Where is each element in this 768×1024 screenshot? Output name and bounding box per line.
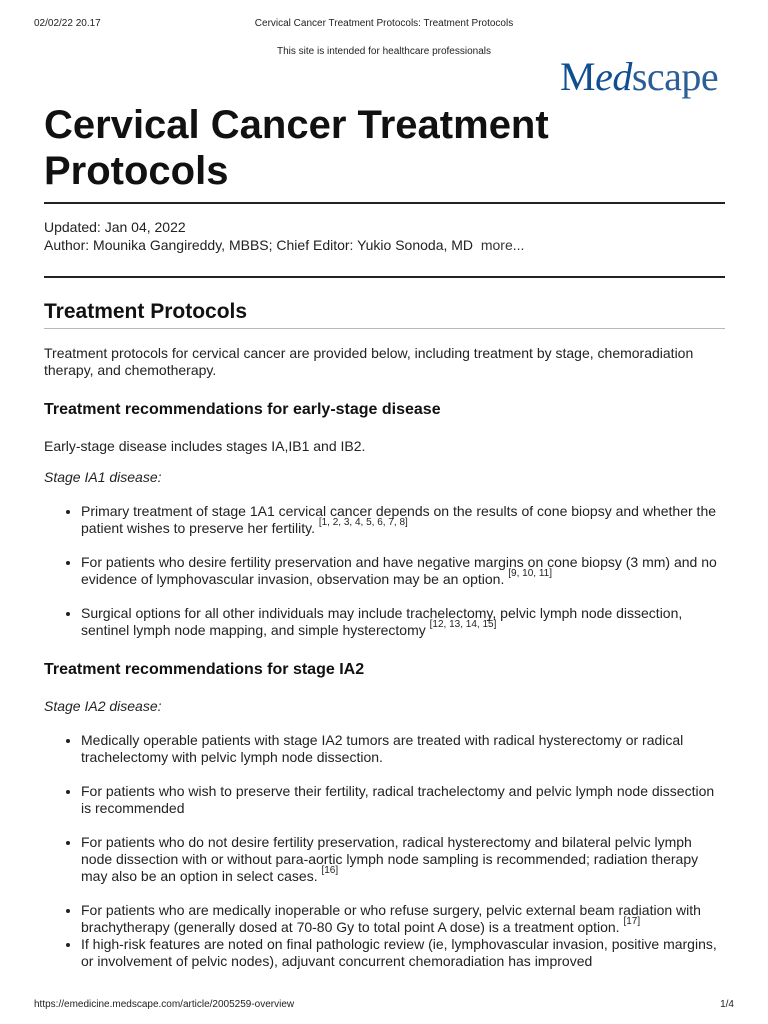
updated-date: Updated: Jan 04, 2022: [44, 219, 186, 235]
article-title: Cervical Cancer Treatment Protocols: [44, 103, 549, 193]
list-item: [81, 936, 725, 970]
stage-ia1-label: Stage IA1 disease:: [44, 469, 162, 485]
list-item: [81, 902, 725, 936]
intro-paragraph: Treatment protocols for cervical cancer are provided below, including treatment by stage, chemoradiation therapy, and chemotherapy.: [44, 345, 694, 378]
meta-divider: [44, 276, 725, 278]
bullet-text: For patients who desire fertility preservation and have negative margins on cone biopsy (3 mm) and no evidence of lymphovascular invasion, observation may be an option.: [81, 554, 717, 587]
bullet-text: For patients who are medically inoperable or who refuse surgery, pelvic external beam radiation with brachytherapy (generally dosed at 70-80 Gy to total point A dose) is a treatment option.: [81, 902, 701, 935]
ia1-bullet-list: [44, 503, 725, 639]
list-item: [81, 783, 725, 817]
reference-link[interactable]: [17]: [623, 916, 641, 928]
list-item: [81, 503, 725, 537]
stage-ia2-heading: Treatment recommendations for stage IA2: [44, 661, 365, 678]
title-divider: [44, 202, 725, 204]
list-item: [81, 605, 725, 639]
bullet-text: For patients who do not desire fertility preservation, radical hysterectomy and bilateral pelvic lymph node dissection with or without para-aortic lymph node sampling is recommended; radiation therapy may also be an option in select cases.: [81, 834, 699, 884]
footer-url[interactable]: https://emedicine.medscape.com/article/2005259-overview: [34, 999, 295, 1010]
section-divider: [44, 328, 725, 329]
reference-link[interactable]: [12, 13, 14, 15]: [429, 619, 497, 631]
hcp-notice: This site is intended for healthcare professionals: [276, 46, 491, 57]
reference-link[interactable]: [1, 2, 3, 4, 5, 6, 7, 8]: [318, 517, 408, 529]
logo-part-scape: scape: [631, 54, 719, 99]
reference-link[interactable]: [9, 10, 11]: [508, 568, 552, 580]
stage-ia2-label: Stage IA2 disease:: [44, 698, 162, 714]
logo-part-m: M: [560, 54, 596, 99]
list-item: [81, 834, 725, 885]
medscape-logo[interactable]: [560, 54, 719, 99]
author-text: Author: Mounika Gangireddy, MBBS; Chief Editor: Yukio Sonoda, MD: [44, 237, 474, 253]
logo-part-ed: ed: [595, 54, 632, 99]
author-line: [44, 236, 524, 254]
ia2-bullet-list: [44, 732, 725, 970]
print-page-title: Cervical Cancer Treatment Protocols: Treatment Protocols: [254, 18, 514, 29]
bullet-text: For patients who wish to preserve their fertility, radical trachelectomy and pelvic lymph node dissection is recommended: [81, 783, 715, 816]
section-content: [44, 345, 725, 987]
section-heading: Treatment Protocols: [44, 300, 248, 323]
list-item: [81, 732, 725, 766]
early-stage-description: Early-stage disease includes stages IA,IB1 and IB2.: [44, 438, 366, 454]
bullet-text: Primary treatment of stage 1A1 cervical cancer depends on the results of cone biopsy and whether the patient wishes to preserve her fertility.: [81, 503, 717, 536]
early-stage-heading: Treatment recommendations for early-stage disease: [44, 401, 441, 418]
page-number: 1/4: [720, 999, 734, 1010]
bullet-text: Surgical options for all other individuals may include trachelectomy, pelvic lymph node dissection, sentinel lymph node mapping, and simple hysterectomy: [81, 605, 683, 638]
article-meta: [44, 218, 524, 254]
print-date: 02/02/22 20.17: [34, 18, 101, 29]
more-link[interactable]: more...: [480, 237, 525, 253]
reference-link[interactable]: [16]: [321, 865, 339, 877]
bullet-text: Medically operable patients with stage IA2 tumors are treated with radical hysterectomy or radical trachelectomy with pelvic lymph node dissection.: [81, 732, 684, 765]
bullet-text: If high-risk features are noted on final pathologic review (ie, lymphovascular invasion, positive margins, or involvement of pelvic nodes), adjuvant concurrent chemoradiation has improved: [81, 936, 717, 969]
list-item: [81, 554, 725, 588]
